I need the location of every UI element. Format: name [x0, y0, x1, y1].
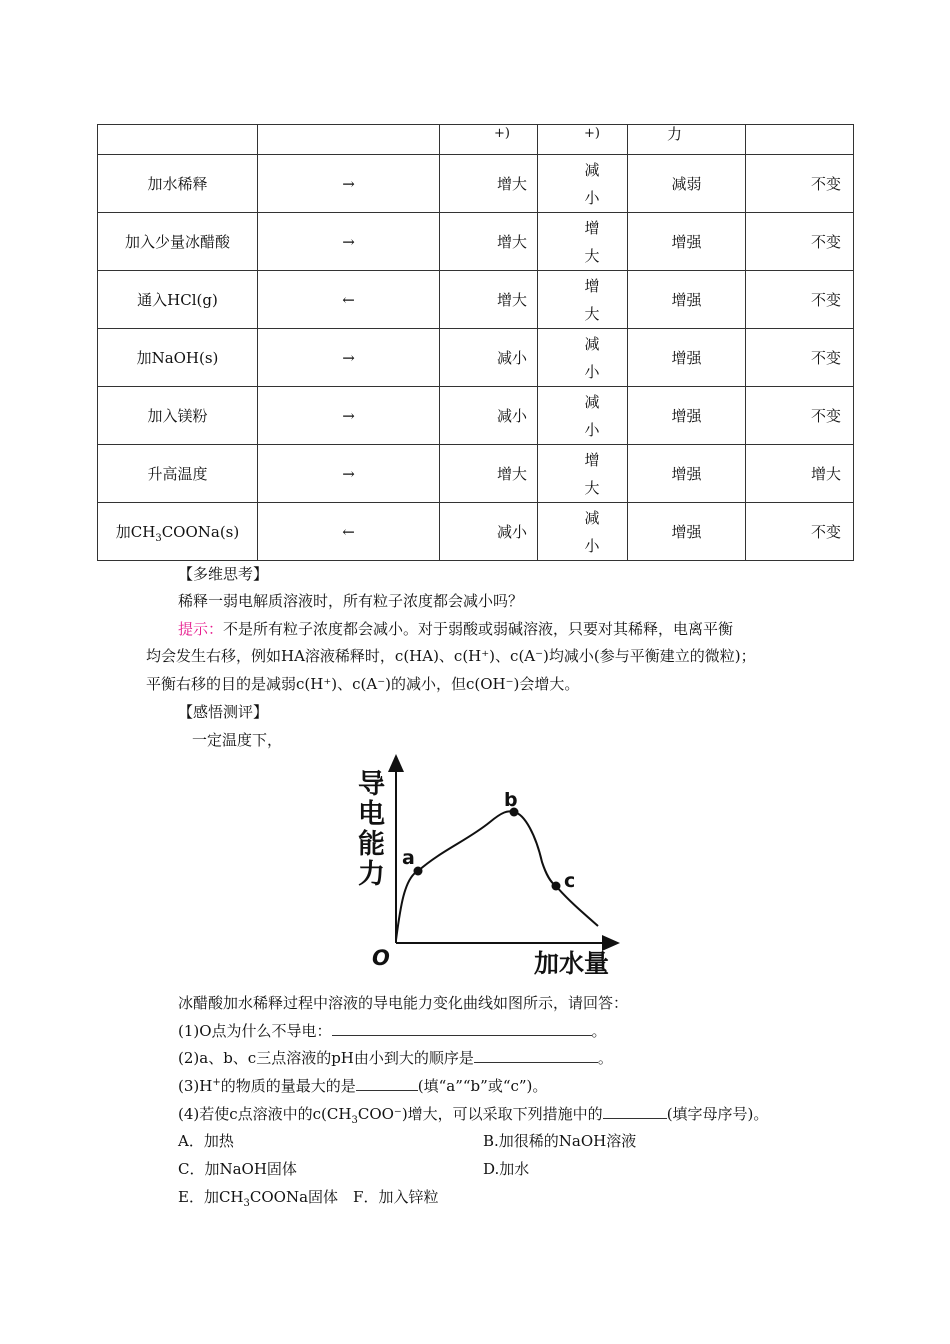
think-heading: 【多维思考】: [178, 565, 269, 583]
xlabel: 加水量: [534, 949, 610, 978]
value-cell: 增大: [440, 213, 538, 271]
think-question: 稀释一弱电解质溶液时，所有粒子浓度都会减小吗？: [178, 592, 524, 610]
question-3: (3)H+的物质的量最大的是 (填“a”“b”或“c”)。: [178, 1077, 548, 1095]
answer-blank-4[interactable]: [603, 1104, 667, 1119]
ylabel-char-1: 导: [358, 769, 385, 800]
value-cell: 减小: [440, 329, 538, 387]
table-row: [98, 445, 854, 503]
value-cell: 增 大: [538, 271, 628, 329]
option-d: D.加水: [483, 1160, 530, 1178]
origin-label: O: [372, 946, 390, 970]
answer-blank-1[interactable]: [332, 1021, 592, 1036]
value-cell: 增大: [440, 271, 538, 329]
shift-cell: ←: [258, 271, 440, 329]
shift-cell: →: [258, 213, 440, 271]
table-row: [98, 329, 854, 387]
value-cell: 不变: [746, 503, 854, 561]
option-e-f: E．加$CH_3COONa$固体 F．加入锌粒: [178, 1188, 439, 1209]
condition-cell: 加NaOH(s): [98, 329, 258, 387]
hint-line-2: 均会发生右移，例如HA溶液稀释时，c(HA)、c(H⁺)、c(A⁻)均减小(参与平衡建立的微粒)；: [146, 647, 756, 665]
option-a: A．加热: [178, 1132, 234, 1150]
table-row: [98, 213, 854, 271]
value-cell: 增强: [628, 387, 746, 445]
hint-label: 提示：: [178, 620, 224, 638]
value-cell: 不变: [746, 271, 854, 329]
value-cell: 不变: [746, 213, 854, 271]
table-row: [98, 503, 854, 561]
point-a-label: a: [402, 847, 415, 869]
table-header-row: [98, 125, 854, 155]
question-stem: 冰醋酸加水稀释过程中溶液的导电能力变化曲线如图所示，请回答：: [178, 994, 629, 1012]
value-cell: 减小: [440, 387, 538, 445]
answer-blank-2[interactable]: [474, 1048, 598, 1063]
point-a: [414, 867, 423, 876]
question-1: (1)O点为什么不导电： 。: [178, 1022, 607, 1040]
condition-cell: 加入镁粉: [98, 387, 258, 445]
shift-cell: →: [258, 387, 440, 445]
table-body: [98, 125, 854, 561]
value-cell: 不变: [746, 387, 854, 445]
value-cell: 减 小: [538, 155, 628, 213]
ylabel-char-3: 能: [358, 829, 385, 860]
value-cell: 增大: [440, 445, 538, 503]
value-cell: 减 小: [538, 387, 628, 445]
option-c: C．加NaOH固体: [178, 1160, 297, 1178]
shift-cell: →: [258, 445, 440, 503]
shift-cell: ←: [258, 503, 440, 561]
condition-cell: 通入HCl(g): [98, 271, 258, 329]
value-cell: 增强: [628, 213, 746, 271]
header-cell: 力: [628, 125, 746, 155]
hint-line-1: 提示：不是所有粒子浓度都会减小。对于弱酸或弱碱溶液，只要对其稀释，电离平衡: [178, 620, 734, 638]
point-b-label: b: [504, 789, 518, 811]
table-row: [98, 271, 854, 329]
header-cell: +): [440, 125, 538, 155]
header-cell: [98, 125, 258, 155]
point-c: [552, 882, 561, 891]
value-cell: 减 小: [538, 503, 628, 561]
question-4: (4)若使c点溶液中的$c(CH_3COO^-)$增大，可以采取下列措施中的 (填字母序号)。: [178, 1105, 769, 1126]
value-cell: 增大: [746, 445, 854, 503]
answer-blank-3[interactable]: [356, 1076, 418, 1091]
point-c-label: c: [564, 870, 576, 892]
value-cell: 增强: [628, 271, 746, 329]
value-cell: 减小: [440, 503, 538, 561]
option-b: B.加很稀的NaOH溶液: [483, 1132, 637, 1150]
table-row: [98, 155, 854, 213]
value-cell: 增 大: [538, 213, 628, 271]
header-cell: [746, 125, 854, 155]
test-intro: 一定温度下，: [192, 731, 283, 749]
ylabel-char-2: 电: [358, 799, 385, 830]
value-cell: 增强: [628, 503, 746, 561]
condition-cell: 加水稀释: [98, 155, 258, 213]
value-cell: 不变: [746, 329, 854, 387]
shift-cell: →: [258, 155, 440, 213]
value-cell: 减 小: [538, 329, 628, 387]
header-cell: [258, 125, 440, 155]
shift-cell: →: [258, 329, 440, 387]
value-cell: 增强: [628, 329, 746, 387]
value-cell: 增强: [628, 445, 746, 503]
value-cell: 增大: [440, 155, 538, 213]
condition-cell: 加$CH_3COONa(s)$: [98, 503, 258, 561]
table-row: [98, 387, 854, 445]
condition-cell: 加入少量冰醋酸: [98, 213, 258, 271]
question-2: (2)a、b、c三点溶液的pH由小到大的顺序是 。: [178, 1049, 613, 1067]
value-cell: 减弱: [628, 155, 746, 213]
hint-line-3: 平衡右移的目的是减弱c(H⁺)、c(A⁻)的减小，但c(OH⁻)会增大。: [146, 675, 580, 693]
value-cell: 增 大: [538, 445, 628, 503]
ylabel-char-4: 力: [358, 859, 385, 890]
condition-cell: 升高温度: [98, 445, 258, 503]
equilibrium-table: [97, 124, 854, 561]
header-cell: +): [538, 125, 628, 155]
value-cell: 不变: [746, 155, 854, 213]
test-heading: 【感悟测评】: [178, 703, 269, 721]
conductivity-figure: [350, 750, 640, 982]
